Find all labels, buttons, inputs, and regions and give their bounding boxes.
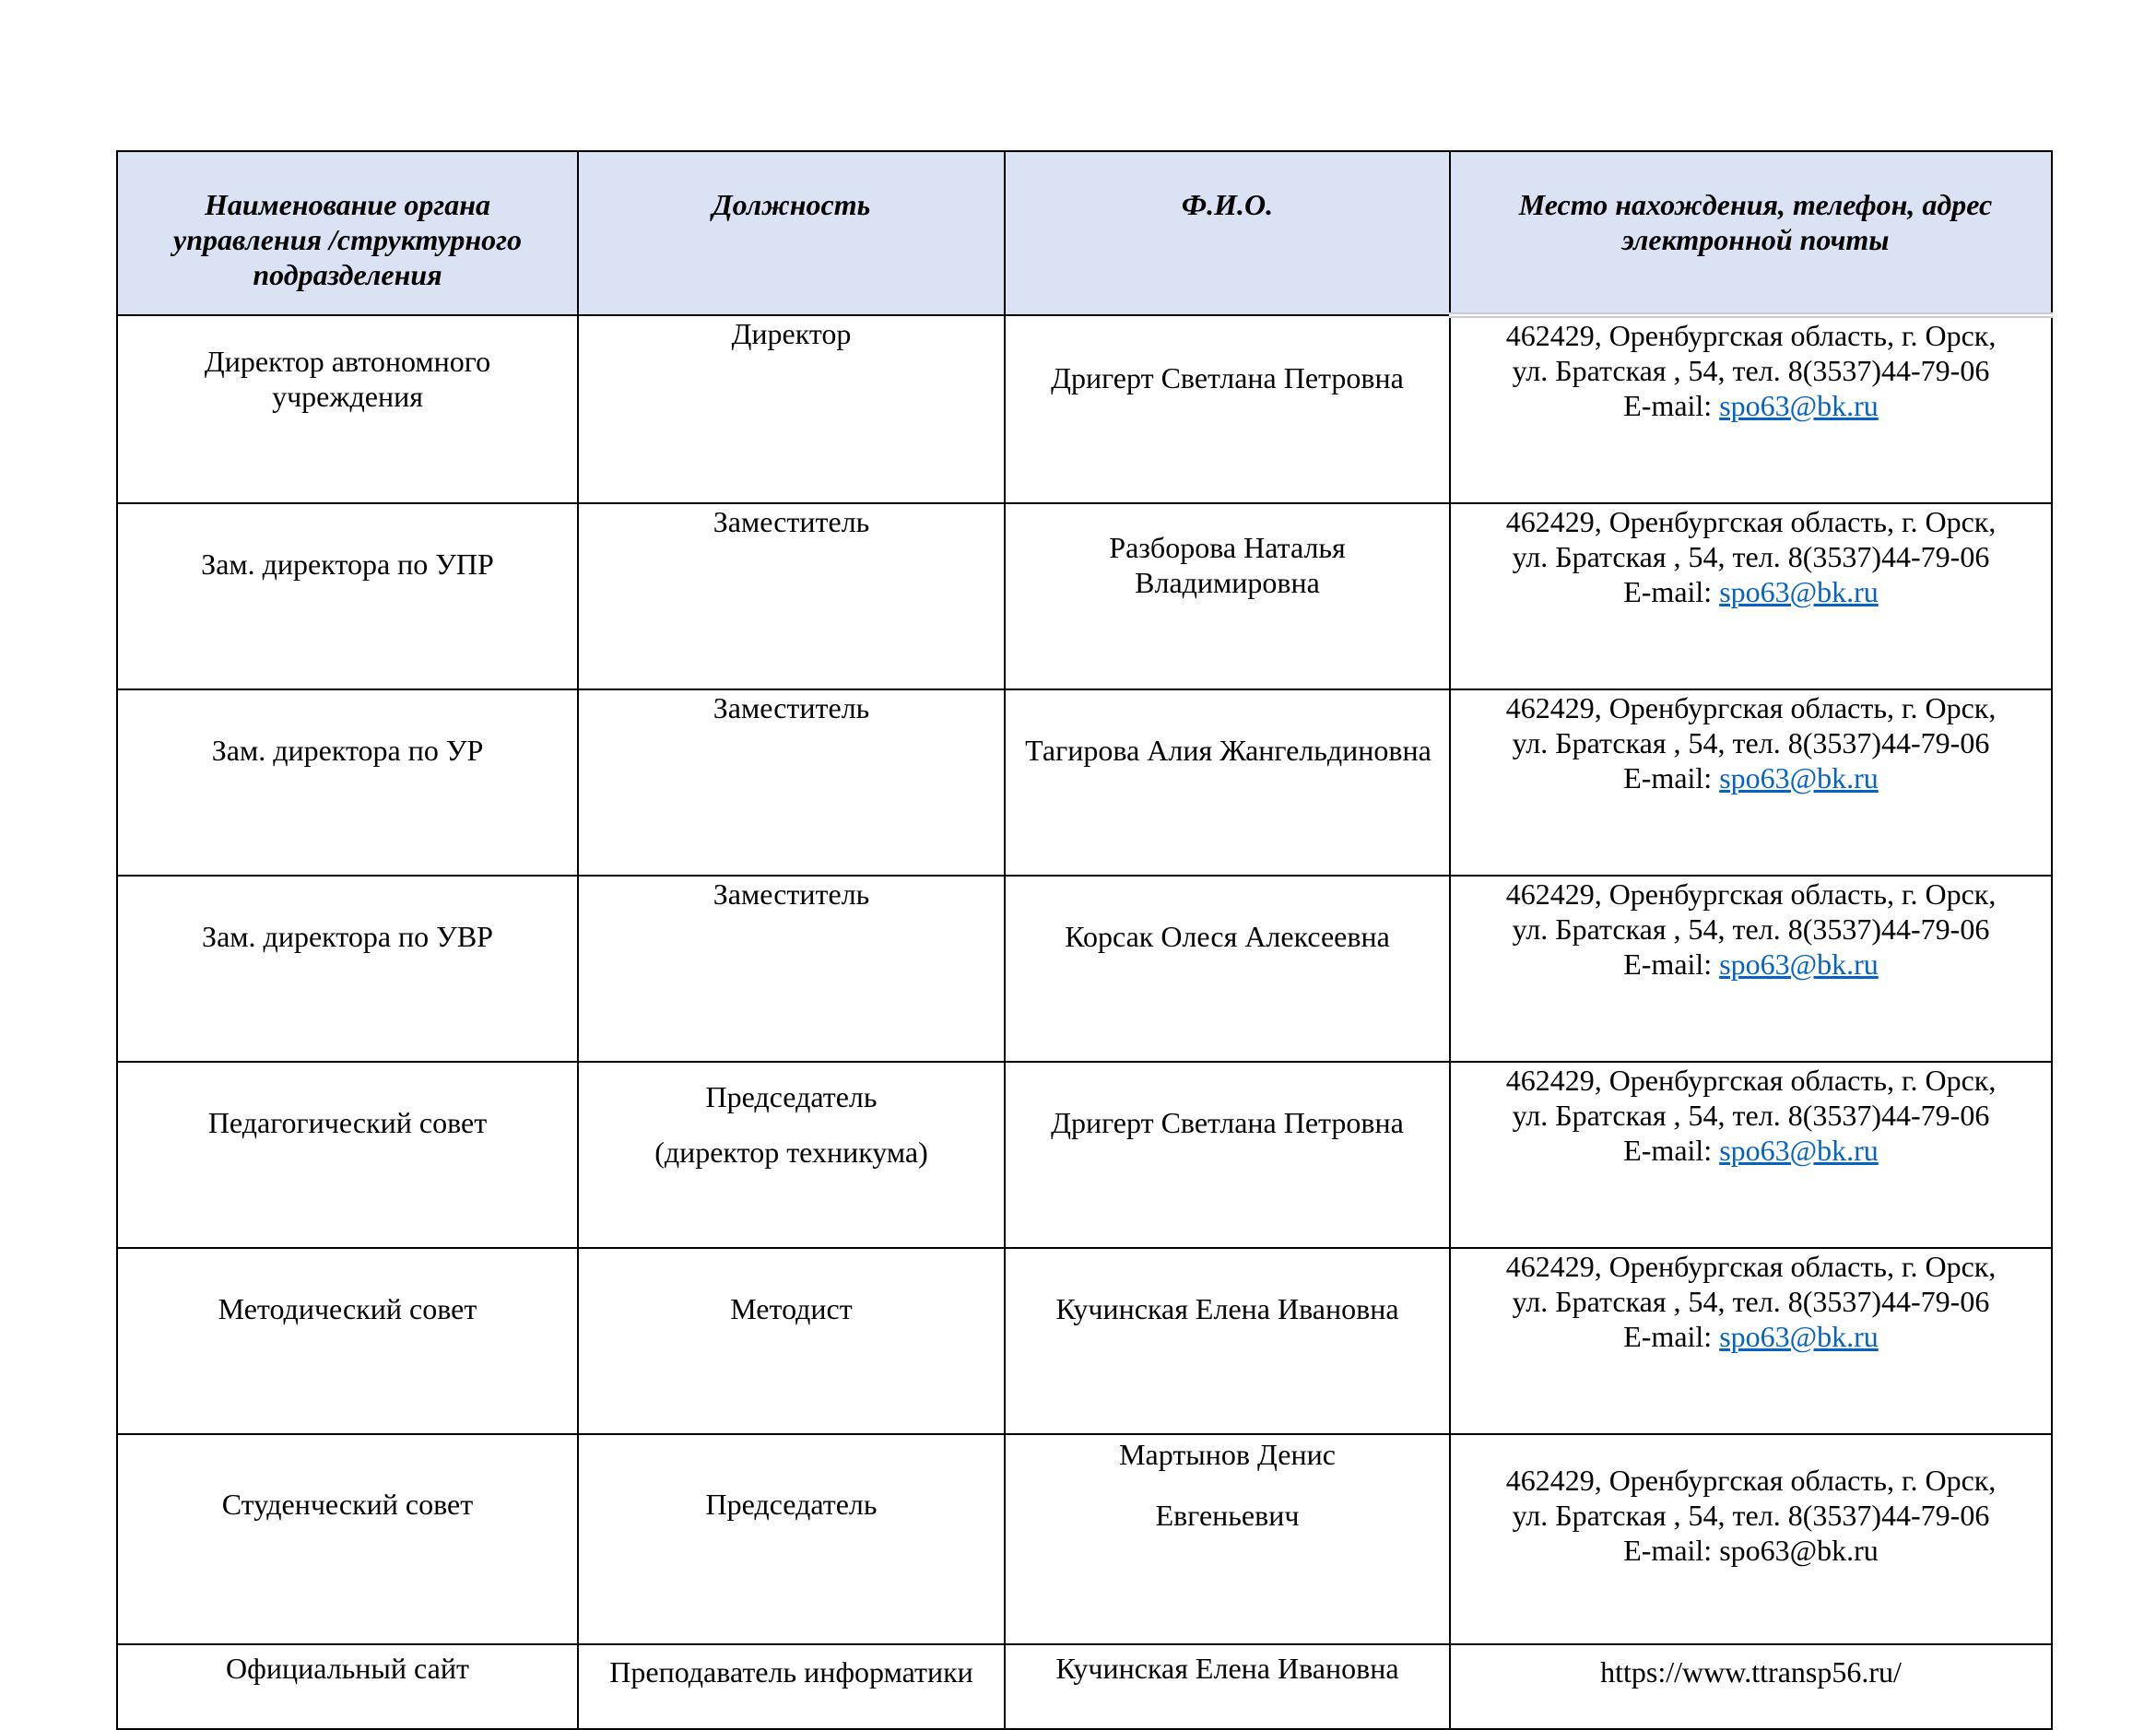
table-row [117, 689, 2052, 876]
address-line: ул. Братская , 54, тел. 8(3537)44-79-06 [1512, 540, 1990, 573]
address-line: ул. Братская , 54, тел. 8(3537)44-79-06 [1512, 1285, 1990, 1318]
table-header-row [117, 151, 2052, 315]
header-location: Место нахождения, телефон, адрес электронной почты [1450, 151, 2052, 315]
email-label: E-mail: [1623, 575, 1720, 608]
location-cell [1450, 1248, 2052, 1434]
position-cell: Методист [578, 1248, 1005, 1434]
address-line: 462429, Оренбургская область, г. Орск, [1505, 1250, 1997, 1283]
name-cell: Кучинская Елена Ивановна [1005, 1644, 1450, 1729]
position-cell: Директор [578, 315, 1005, 503]
website-cell[interactable]: https://www.ttransp56.ru/ [1450, 1644, 2052, 1729]
name-cell [1005, 1434, 1450, 1644]
location-cell [1450, 689, 2052, 876]
position-cell: Заместитель [578, 503, 1005, 689]
management-table [116, 150, 2053, 1730]
address-line: 462429, Оренбургская область, г. Орск, [1505, 1464, 1997, 1497]
position-cell: Заместитель [578, 876, 1005, 1062]
email-label: E-mail: [1623, 761, 1720, 794]
position-cell: Председатель [578, 1434, 1005, 1644]
address-line: 462429, Оренбургская область, г. Орск, [1505, 319, 1997, 352]
email-link[interactable]: spo63@bk.ru [1719, 1134, 1879, 1167]
name-line: Евгеньевич [1155, 1499, 1300, 1532]
table-row [117, 1434, 2052, 1644]
header-position: Должность [578, 151, 1005, 315]
table-row [117, 1062, 2052, 1248]
email-link[interactable]: spo63@bk.ru [1719, 947, 1879, 981]
unit-cell: Зам. директора по УВР [117, 876, 578, 1062]
header-name: Ф.И.О. [1005, 151, 1450, 315]
position-cell: Заместитель [578, 689, 1005, 876]
name-cell: Кучинская Елена Ивановна [1005, 1248, 1450, 1434]
position-line: Председатель [705, 1080, 878, 1113]
email-label: E-mail: [1623, 389, 1720, 422]
location-cell [1450, 876, 2052, 1062]
address-line: ул. Братская , 54, тел. 8(3537)44-79-06 [1512, 1499, 1990, 1532]
location-cell [1450, 315, 2052, 503]
location-cell [1450, 1434, 2052, 1644]
position-line: (директор техникума) [654, 1136, 928, 1169]
email-label: E-mail: [1623, 1534, 1720, 1567]
address-line: 462429, Оренбургская область, г. Орск, [1505, 1064, 1997, 1097]
email-label: E-mail: [1623, 947, 1720, 981]
name-cell: Дригерт Светлана Петровна [1005, 1062, 1450, 1248]
unit-cell: Официальный сайт [117, 1644, 578, 1729]
header-unit: Наименование органа управления /структурного подразделения [117, 151, 578, 315]
table-row [117, 503, 2052, 689]
unit-cell: Зам. директора по УР [117, 689, 578, 876]
address-line: ул. Братская , 54, тел. 8(3537)44-79-06 [1512, 354, 1990, 387]
table-row [117, 315, 2052, 503]
address-line: 462429, Оренбургская область, г. Орск, [1505, 505, 1997, 538]
email-text: spo63@bk.ru [1719, 1534, 1879, 1567]
name-line: Мартынов Денис [1119, 1438, 1336, 1471]
email-label: E-mail: [1623, 1134, 1720, 1167]
address-line: ул. Братская , 54, тел. 8(3537)44-79-06 [1512, 726, 1990, 759]
location-cell [1450, 503, 2052, 689]
email-link[interactable]: spo63@bk.ru [1719, 761, 1879, 794]
name-cell: Корсак Олеся Алексеевна [1005, 876, 1450, 1062]
email-label: E-mail: [1623, 1320, 1720, 1353]
name-cell: Разборова Наталья Владимировна [1005, 503, 1450, 689]
name-cell: Тагирова Алия Жангельдиновна [1005, 689, 1450, 876]
unit-cell: Студенческий совет [117, 1434, 578, 1644]
table-row [117, 876, 2052, 1062]
address-line: ул. Братская , 54, тел. 8(3537)44-79-06 [1512, 912, 1990, 946]
unit-cell: Методический совет [117, 1248, 578, 1434]
unit-cell: Зам. директора по УПР [117, 503, 578, 689]
position-cell: Преподаватель информатики [578, 1644, 1005, 1729]
email-link[interactable]: spo63@bk.ru [1719, 389, 1879, 422]
address-line: 462429, Оренбургская область, г. Орск, [1505, 691, 1997, 724]
address-line: ул. Братская , 54, тел. 8(3537)44-79-06 [1512, 1099, 1990, 1132]
table-row [117, 1248, 2052, 1434]
email-link[interactable]: spo63@bk.ru [1719, 1320, 1879, 1353]
email-link[interactable]: spo63@bk.ru [1719, 575, 1879, 608]
address-line: 462429, Оренбургская область, г. Орск, [1505, 877, 1997, 911]
position-cell [578, 1062, 1005, 1248]
unit-cell: Директор автономного учреждения [117, 315, 578, 503]
location-cell [1450, 1062, 2052, 1248]
unit-cell: Педагогический совет [117, 1062, 578, 1248]
name-cell: Дригерт Светлана Петровна [1005, 315, 1450, 503]
table-row [117, 1644, 2052, 1729]
